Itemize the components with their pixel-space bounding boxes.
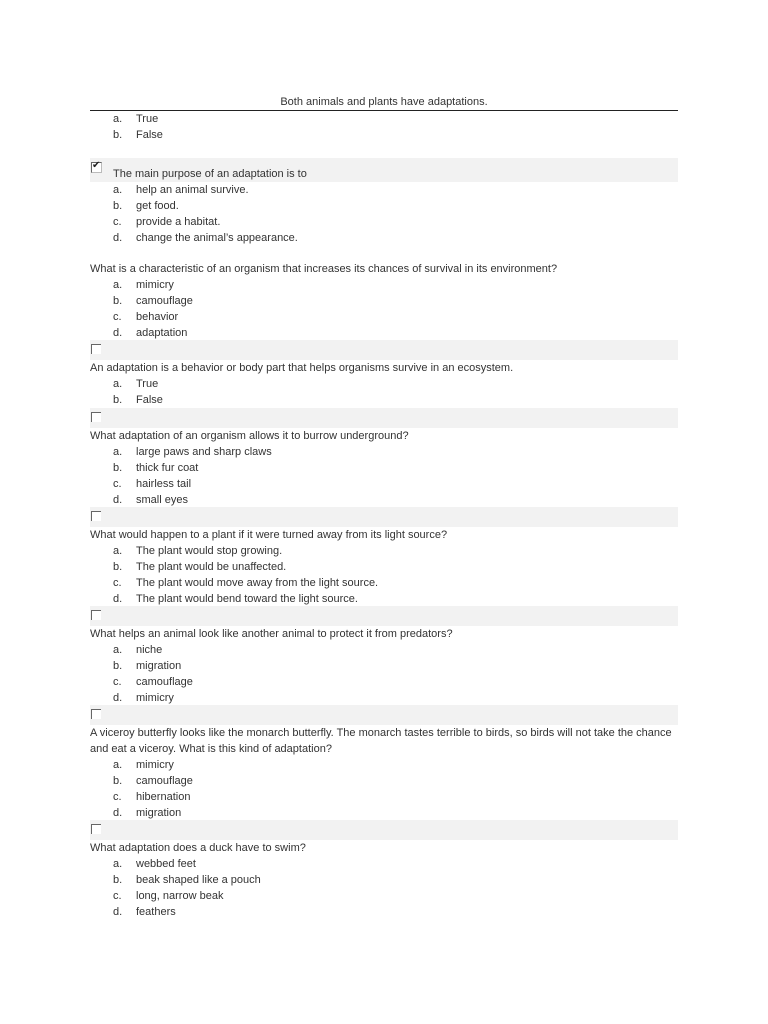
- option-letter: c.: [113, 577, 122, 589]
- option-letter: a.: [113, 759, 123, 771]
- answer-option[interactable]: [90, 309, 678, 325]
- answer-option[interactable]: [90, 591, 678, 607]
- answer-option[interactable]: [90, 214, 678, 230]
- question-header-bar: [90, 408, 678, 428]
- question-checkbox[interactable]: [91, 824, 101, 834]
- answer-options: [90, 182, 678, 246]
- option-text: migration: [136, 807, 182, 819]
- option-text: beak shaped like a pouch: [136, 874, 261, 886]
- option-letter: d.: [113, 807, 123, 819]
- answer-option[interactable]: [90, 230, 678, 246]
- question-stem: An adaptation is a behavior or body part that helps organisms survive in an ecosystem.: [90, 362, 514, 374]
- answer-options: [90, 111, 678, 143]
- answer-option[interactable]: [90, 325, 678, 341]
- answer-options: [90, 642, 678, 706]
- question-stem: The main purpose of an adaptation is to: [113, 168, 307, 180]
- option-letter: b.: [113, 462, 123, 474]
- option-text: adaptation: [136, 327, 188, 339]
- answer-option[interactable]: [90, 127, 678, 143]
- option-letter: a.: [113, 184, 123, 196]
- option-letter: a.: [113, 279, 123, 291]
- answer-options: [90, 543, 678, 607]
- question-2: [90, 158, 678, 246]
- question-header-bar: [90, 820, 678, 840]
- option-text: hairless tail: [136, 478, 192, 490]
- option-text: change the animal’s appearance.: [136, 232, 298, 244]
- option-text: hibernation: [136, 791, 191, 803]
- option-text: thick fur coat: [136, 462, 199, 474]
- answer-option[interactable]: [90, 277, 678, 293]
- option-text: get food.: [136, 200, 179, 212]
- question-9: [90, 820, 678, 920]
- question-7: [90, 606, 678, 706]
- question-stem: What helps an animal look like another animal to protect it from predators?: [90, 628, 453, 640]
- question-checkbox[interactable]: [91, 162, 102, 173]
- option-text: False: [136, 394, 163, 406]
- option-text: camouflage: [136, 295, 193, 307]
- option-letter: c.: [113, 890, 122, 902]
- answer-option[interactable]: [90, 690, 678, 706]
- answer-option[interactable]: [90, 543, 678, 559]
- option-text: niche: [136, 644, 163, 656]
- question-header-bar: [90, 705, 678, 725]
- option-letter: b.: [113, 200, 123, 212]
- check-icon: ✔: [92, 160, 101, 171]
- answer-options: [90, 444, 678, 508]
- option-text: mimicry: [136, 279, 174, 291]
- answer-option[interactable]: [90, 757, 678, 773]
- option-letter: d.: [113, 692, 123, 704]
- option-text: provide a habitat.: [136, 216, 221, 228]
- answer-option[interactable]: [90, 111, 678, 127]
- option-letter: b.: [113, 660, 123, 672]
- answer-option[interactable]: [90, 872, 678, 888]
- option-text: The plant would bend toward the light source.: [136, 593, 358, 605]
- answer-option[interactable]: [90, 460, 678, 476]
- question-checkbox[interactable]: [91, 610, 101, 620]
- answer-option[interactable]: [90, 444, 678, 460]
- option-text: camouflage: [136, 775, 193, 787]
- question-stem: What adaptation of an organism allows it to burrow underground?: [90, 430, 409, 442]
- option-text: help an animal survive.: [136, 184, 249, 196]
- option-text: small eyes: [136, 494, 188, 506]
- option-text: feathers: [136, 906, 176, 918]
- question-1: [90, 111, 678, 143]
- question-3: [90, 261, 678, 341]
- question-stem: What would happen to a plant if it were turned away from its light source?: [90, 529, 448, 541]
- option-letter: c.: [113, 676, 122, 688]
- answer-option[interactable]: [90, 476, 678, 492]
- option-letter: a.: [113, 113, 123, 125]
- option-text: mimicry: [136, 692, 174, 704]
- question-checkbox[interactable]: [91, 709, 101, 719]
- option-letter: d.: [113, 232, 123, 244]
- option-text: mimicry: [136, 759, 174, 771]
- question-4: [90, 340, 678, 408]
- answer-option[interactable]: [90, 789, 678, 805]
- option-letter: a.: [113, 858, 123, 870]
- option-letter: a.: [113, 644, 123, 656]
- option-letter: b.: [113, 561, 123, 573]
- option-text: False: [136, 129, 163, 141]
- answer-option[interactable]: [90, 888, 678, 904]
- option-letter: a.: [113, 545, 123, 557]
- option-letter: c.: [113, 791, 122, 803]
- answer-option[interactable]: [90, 674, 678, 690]
- option-text: webbed feet: [136, 858, 196, 870]
- option-letter: c.: [113, 311, 122, 323]
- question-checkbox[interactable]: [91, 511, 101, 521]
- answer-options: [90, 277, 678, 341]
- question-checkbox[interactable]: [91, 412, 101, 422]
- page-title: Both animals and plants have adaptations.: [90, 95, 678, 111]
- answer-option[interactable]: [90, 198, 678, 214]
- question-5: [90, 408, 678, 508]
- option-text: True: [136, 113, 159, 125]
- answer-option[interactable]: [90, 392, 678, 408]
- question-header-bar: [90, 507, 678, 527]
- answer-option[interactable]: [90, 904, 678, 920]
- question-checkbox[interactable]: [91, 344, 101, 354]
- answer-option[interactable]: [90, 658, 678, 674]
- answer-option[interactable]: [90, 642, 678, 658]
- option-letter: b.: [113, 874, 123, 886]
- answer-option[interactable]: [90, 182, 678, 198]
- option-letter: d.: [113, 327, 123, 339]
- answer-options: [90, 757, 678, 821]
- question-6: [90, 507, 678, 607]
- option-text: The plant would move away from the light source.: [136, 577, 379, 589]
- option-text: behavior: [136, 311, 179, 323]
- option-text: True: [136, 378, 159, 390]
- option-letter: d.: [113, 906, 123, 918]
- answer-option[interactable]: [90, 773, 678, 789]
- question-8: [90, 705, 678, 821]
- option-text: large paws and sharp claws: [136, 446, 272, 458]
- option-letter: a.: [113, 378, 123, 390]
- option-letter: c.: [113, 216, 122, 228]
- answer-option[interactable]: [90, 856, 678, 872]
- answer-options: [90, 376, 678, 408]
- question-header-bar: [90, 340, 678, 360]
- option-text: migration: [136, 660, 182, 672]
- option-text: long, narrow beak: [136, 890, 224, 902]
- option-letter: a.: [113, 446, 123, 458]
- question-stem: What adaptation does a duck have to swim?: [90, 842, 306, 854]
- question-stem: What is a characteristic of an organism that increases its chances of survival in its environment?: [90, 263, 558, 275]
- answer-option[interactable]: [90, 805, 678, 821]
- question-header-bar: [90, 158, 678, 182]
- option-letter: c.: [113, 478, 122, 490]
- option-letter: b.: [113, 129, 123, 141]
- option-text: The plant would be unaffected.: [136, 561, 287, 573]
- answer-options: [90, 856, 678, 920]
- answer-option[interactable]: [90, 293, 678, 309]
- answer-option[interactable]: [90, 492, 678, 508]
- question-header-bar: [90, 606, 678, 626]
- answer-option[interactable]: [90, 559, 678, 575]
- option-letter: b.: [113, 394, 123, 406]
- option-letter: d.: [113, 494, 123, 506]
- option-letter: d.: [113, 593, 123, 605]
- option-text: The plant would stop growing.: [136, 545, 283, 557]
- option-letter: b.: [113, 295, 123, 307]
- answer-option[interactable]: [90, 376, 678, 392]
- answer-option[interactable]: [90, 575, 678, 591]
- question-stem: A viceroy butterfly looks like the monarch butterfly. The monarch tastes terrible to birds, so birds will not take the chance and eat a viceroy. What is this kind of adaptation?: [90, 727, 672, 755]
- option-text: camouflage: [136, 676, 193, 688]
- option-letter: b.: [113, 775, 123, 787]
